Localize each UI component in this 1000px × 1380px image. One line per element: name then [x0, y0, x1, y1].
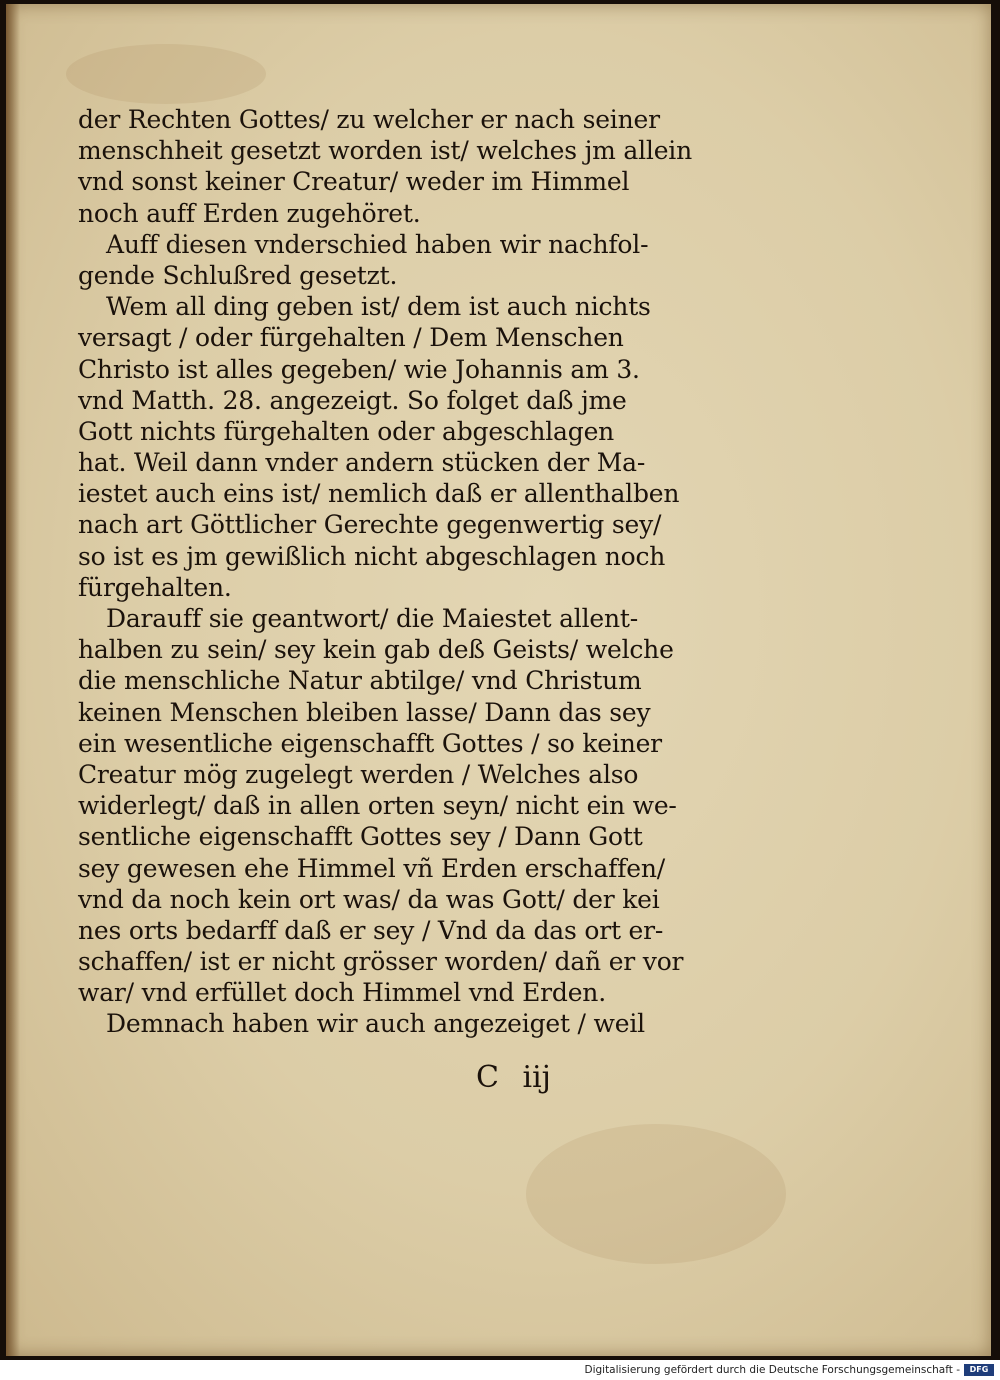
- text-line: nes orts bedarff daß er sey / Vnd da das ort er-: [78, 915, 664, 945]
- paper-stain: [526, 1124, 786, 1264]
- text-line: iestet auch eins ist/ nemlich daß er allenthalben: [78, 479, 680, 509]
- text-line: hat. Weil dann vnder andern stücken der Ma-: [78, 448, 646, 478]
- text-line: halben zu sein/ sey kein gab deß Geists/ welche: [78, 635, 674, 665]
- text-line: gende Schlußred gesetzt.: [78, 260, 398, 290]
- text-line: sey gewesen ehe Himmel vñ Erden erschaffen/: [78, 853, 665, 883]
- text-line: widerlegt/ daß in allen orten seyn/ nicht ein we-: [78, 791, 677, 821]
- book-page: [6, 4, 991, 1356]
- text-line: Creatur mög zugelegt werden / Welches also: [78, 759, 639, 789]
- text-line: noch auff Erden zugehöret.: [78, 198, 421, 228]
- text-line: der Rechten Gottes/ zu welcher er nach seiner: [78, 105, 660, 134]
- text-line: war/ vnd erfüllet doch Himmel vnd Erden.: [78, 978, 606, 1008]
- text-line: nach art Göttlicher Gerechte gegenwertig sey/: [78, 510, 662, 540]
- text-line: Wem all ding geben ist/ dem ist auch nichts: [106, 292, 651, 322]
- text-line: so ist es jm gewißlich nicht abgeschlagen noch: [78, 541, 666, 571]
- dfg-logo: DFG: [964, 1364, 994, 1376]
- text-line: Darauff sie geantwort/ die Maiestet allent-: [106, 604, 638, 633]
- text-line: schaffen/ ist er nicht grösser worden/ dañ er vor: [78, 947, 684, 977]
- text-line: versagt / oder fürgehalten / Dem Menschen: [78, 323, 624, 353]
- text-line: fürgehalten.: [78, 572, 232, 602]
- funding-credit: Digitalisierung gefördert durch die Deutsche Forschungsgemeinschaft -: [584, 1364, 960, 1376]
- page-edge-shadow: [6, 4, 20, 1356]
- paper-stain: [66, 44, 266, 104]
- text-line: menschheit gesetzt worden ist/ welches jm allein: [78, 136, 692, 166]
- text-line: ein wesentliche eigenschafft Gottes / so keiner: [78, 728, 662, 758]
- text-line: vnd sonst keiner Creatur/ weder im Himmel: [78, 167, 630, 197]
- text-line: Auff diesen vnderschied haben wir nachfol-: [106, 229, 649, 259]
- text-line: sentliche eigenschafft Gottes sey / Dann Gott: [78, 822, 643, 852]
- text-line: vnd Matth. 28. angezeigt. So folget daß jme: [78, 385, 627, 415]
- signature-mark: C iij: [476, 1060, 551, 1095]
- footer-bar: [0, 1360, 1000, 1380]
- text-line: die menschliche Natur abtilge/ vnd Christum: [78, 666, 642, 696]
- body-text: [78, 104, 698, 1040]
- text-line: vnd da noch kein ort was/ da was Gott/ der kei: [78, 884, 660, 914]
- text-line: Christo ist alles gegeben/ wie Johannis am 3.: [78, 354, 640, 384]
- text-line: Demnach haben wir auch angezeiget / weil: [106, 1009, 645, 1039]
- text-line: Gott nichts fürgehalten oder abgeschlagen: [78, 416, 615, 446]
- text-line: keinen Menschen bleiben lasse/ Dann das sey: [78, 697, 651, 727]
